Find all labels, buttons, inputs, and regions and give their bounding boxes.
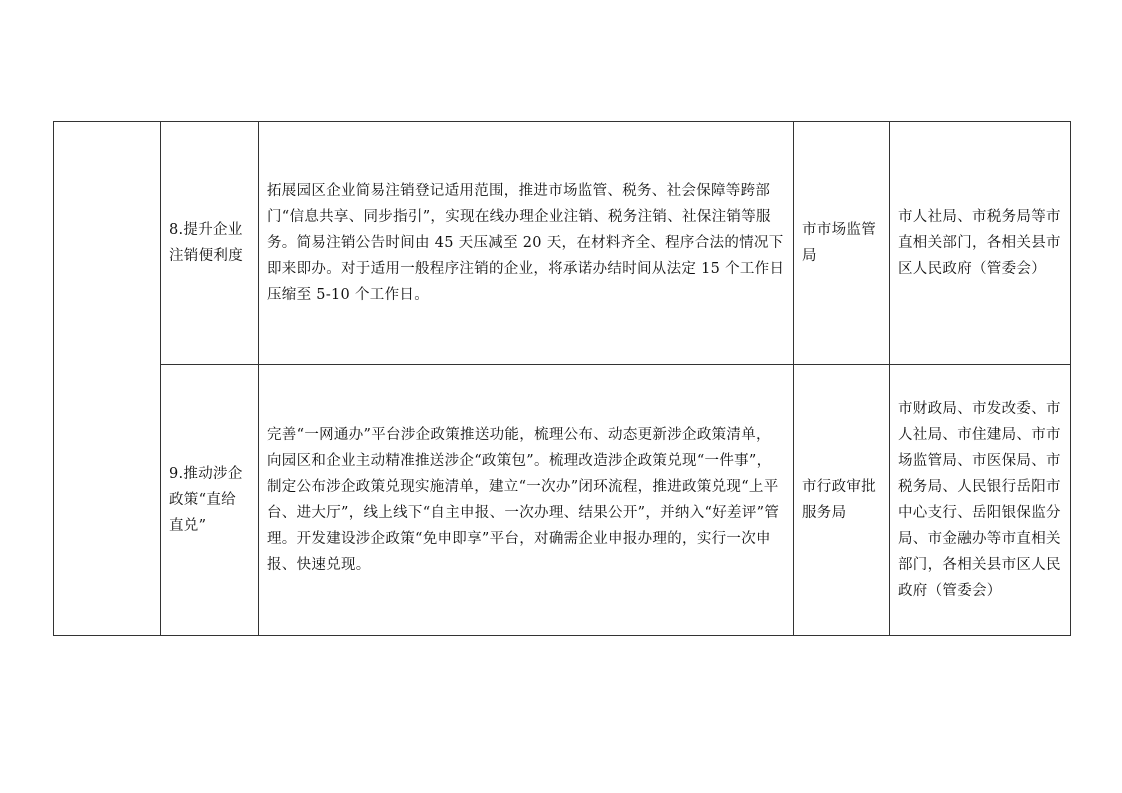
table-row	[54, 365, 1071, 636]
item-cell: 9.推动涉企政策“直给直兑”	[161, 365, 259, 636]
content-cell: 拓展园区企业简易注销登记适用范围，推进市场监管、税务、社会保障等跨部门“信息共享、同步指引”，实现在线办理企业注销、税务注销、社保注销等服务。简易注销公告时间由 45 天压减至 20 天，在材料齐全、程序合法的情况下即来即办。对于适用一般程序注销的企业，将承诺办结时间从法定 15 个工作日压缩至 5-10 个工作日。	[259, 122, 794, 365]
content-cell: 完善“一网通办”平台涉企政策推送功能，梳理公布、动态更新涉企政策清单，向园区和企业主动精准推送涉企“政策包”。梳理改造涉企政策兑现“一件事”，制定公布涉企政策兑现实施清单，建立“一次办”闭环流程，推进政策兑现“上平台、进大厅”，线上线下“自主申报、一次办理、结果公开”，并纳入“好差评”管理。开发建设涉企政策“免申即享”平台，对确需企业申报办理的，实行一次申报、快速兑现。	[259, 365, 794, 636]
policy-table	[53, 121, 1071, 636]
partner-units-cell: 市人社局、市税务局等市直相关部门，各相关县市区人民政府（管委会）	[890, 122, 1071, 365]
partner-units-cell: 市财政局、市发改委、市人社局、市住建局、市市场监管局、市医保局、市税务局、人民银行岳阳市中心支行、岳阳银保监分局、市金融办等市直相关部门，各相关县市区人民政府（管委会）	[890, 365, 1071, 636]
item-cell: 8.提升企业注销便利度	[161, 122, 259, 365]
category-cell	[54, 122, 161, 636]
lead-unit-cell: 市市场监管局	[794, 122, 890, 365]
table-row	[54, 122, 1071, 365]
lead-unit-cell: 市行政审批服务局	[794, 365, 890, 636]
